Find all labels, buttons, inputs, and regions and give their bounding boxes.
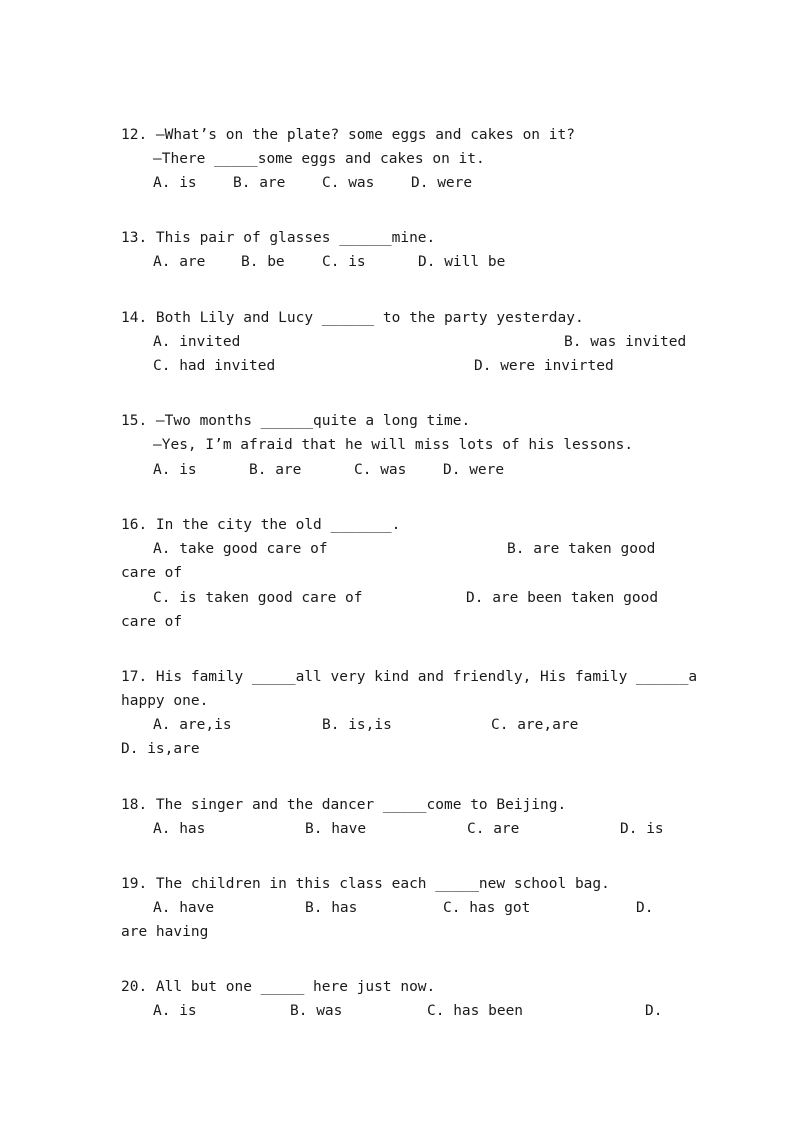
question-15-option-c: C. was: [354, 462, 407, 478]
question-19-option-b: B. has: [305, 900, 358, 916]
question-18-option-c: C. are: [467, 821, 520, 837]
question-12-stem: 12. —What’s on the plate? some eggs and cakes on it?: [121, 127, 575, 143]
question-17-option-d: D. is,are: [121, 741, 200, 757]
question-16-option-d: D. are been taken good: [466, 590, 659, 606]
question-17-option-a: A. are,is: [153, 717, 232, 733]
question-19-option-d: D.: [636, 900, 654, 916]
question-18-option-a: A. has: [153, 821, 206, 837]
question-12-option-a: A. is: [153, 175, 197, 191]
question-17-stem: 17. His family _____all very kind and friendly, His family ______a: [121, 669, 698, 685]
question-13-stem: 13. This pair of glasses ______mine.: [121, 230, 436, 246]
question-17-stem-wrap: happy one.: [121, 693, 209, 709]
question-19-stem: 19. The children in this class each _____new school bag.: [121, 876, 610, 892]
question-17-option-c: C. are,are: [491, 717, 579, 733]
question-16-option-b-wrap: care of: [121, 565, 183, 581]
question-18-stem: 18. The singer and the dancer _____come to Beijing.: [121, 797, 567, 813]
question-16-option-c: C. is taken good care of: [153, 590, 363, 606]
question-13-option-b: B. be: [241, 254, 285, 270]
question-19-option-a: A. have: [153, 900, 215, 916]
question-17-option-b: B. is,is: [322, 717, 392, 733]
question-16-stem: 16. In the city the old _______.: [121, 517, 401, 533]
question-19-option-c: C. has got: [443, 900, 531, 916]
question-13-option-a: A. are: [153, 254, 206, 270]
question-12-option-d: D. were: [411, 175, 473, 191]
question-13-option-c: C. is: [322, 254, 366, 270]
question-16-option-a: A. take good care of: [153, 541, 328, 557]
question-20-option-a: A. is: [153, 1003, 197, 1019]
question-19-option-d-wrap: are having: [121, 924, 209, 940]
question-14-option-b: B. was invited: [564, 334, 687, 350]
question-12-line2: —There _____some eggs and cakes on it.: [153, 151, 485, 167]
question-18-option-d: D. is: [620, 821, 664, 837]
question-13-option-d: D. will be: [418, 254, 506, 270]
question-14-option-a: A. invited: [153, 334, 241, 350]
question-20-stem: 20. All but one _____ here just now.: [121, 979, 436, 995]
question-20-option-c: C. has been: [427, 1003, 524, 1019]
question-14-option-c: C. had invited: [153, 358, 276, 374]
question-12-option-b: B. are: [233, 175, 286, 191]
question-14-option-d: D. were invirted: [474, 358, 614, 374]
question-16-option-d-wrap: care of: [121, 614, 183, 630]
question-15-stem: 15. —Two months ______quite a long time.: [121, 413, 471, 429]
question-15-option-d: D. were: [443, 462, 505, 478]
question-15-line2: —Yes, I’m afraid that he will miss lots of his lessons.: [153, 437, 634, 453]
question-20-option-b: B. was: [290, 1003, 343, 1019]
question-20-option-d: D.: [645, 1003, 663, 1019]
question-15-option-a: A. is: [153, 462, 197, 478]
question-15-option-b: B. are: [249, 462, 302, 478]
question-12-option-c: C. was: [322, 175, 375, 191]
question-14-stem: 14. Both Lily and Lucy ______ to the party yesterday.: [121, 310, 584, 326]
question-18-option-b: B. have: [305, 821, 367, 837]
question-16-option-b: B. are taken good: [507, 541, 656, 557]
